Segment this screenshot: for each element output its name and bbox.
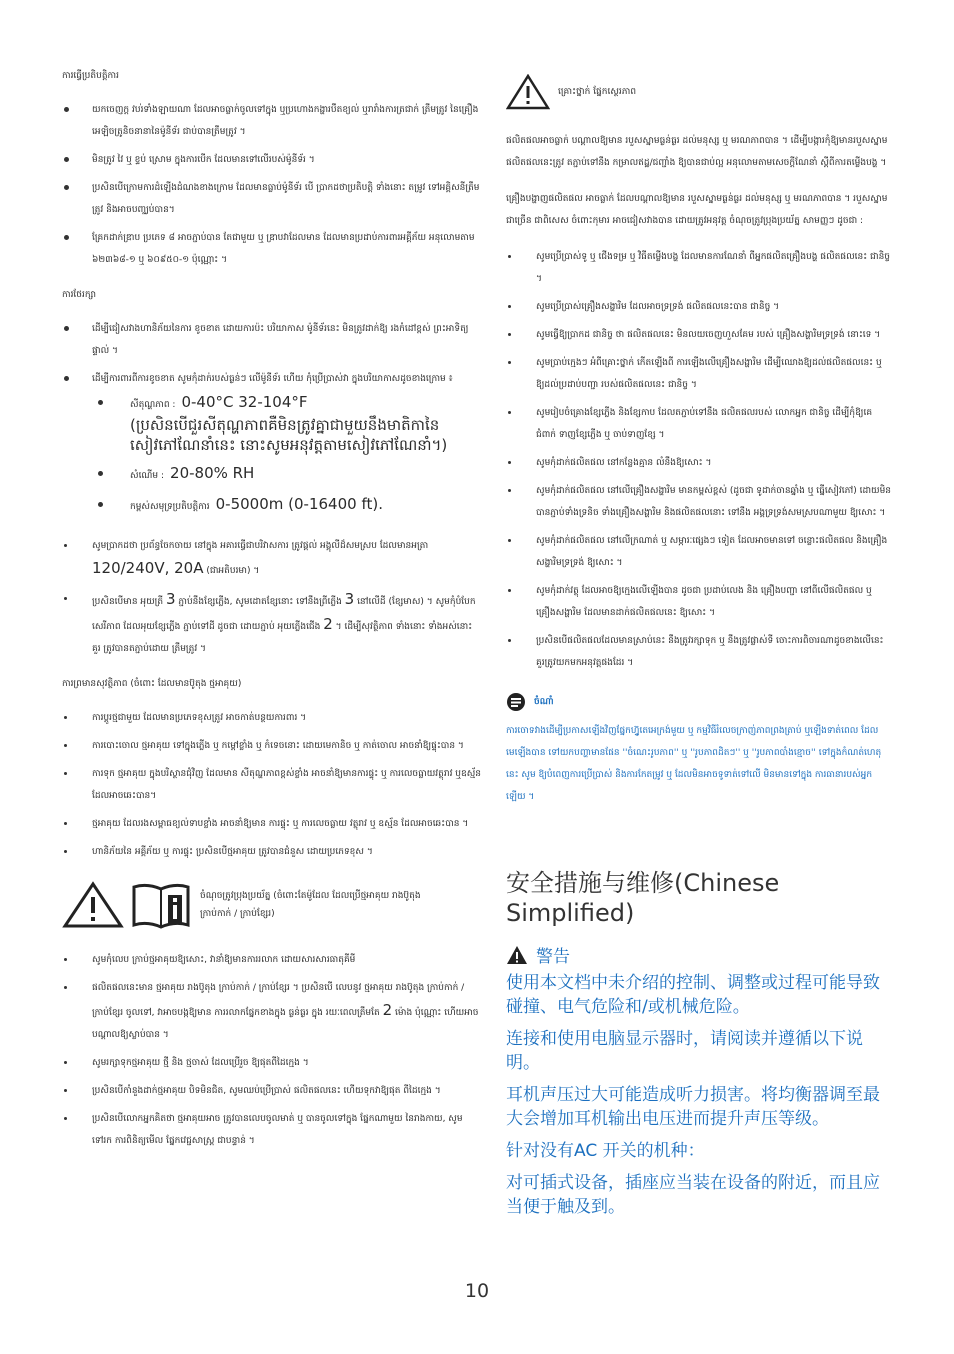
plug-number: 3 <box>165 590 176 608</box>
list-item: សូមរៀបចំគ្រោងខ្សែភ្លើង និងខ្សែកាប ដែលតភ្ជាប់ទៅនឹង ផលិតផលរបស់ លោកអ្នក ជានិច្ច ដើម្បីកុំឱ្យគេជំពាក់ ទាញខ្សែភ្លើង ឬ ចាប់ទាញខ្សែ ។ <box>506 402 891 446</box>
list-item: ប្រសិនបើផលិតផលដែលមានស្រាប់នេះ នឹងត្រូវរក្សាទុក ឬ នឹងត្រូវផ្លាស់ទី ចោះការពិចារណាដូចខាងលើនេះ គួរត្រូវយកមកអនុវត្តផងដែរ ។ <box>506 630 891 674</box>
warning-icon <box>506 945 528 965</box>
list-item: សូមប្រើប្រាស់ទូ ឬ ជើងទម្រ ឬ វិធីតម្លើងបង្ហ ដែលមានការណែនាំ ពីអ្នកផលិតគ្រឿងបង្ហ ផលិតផលនេះ ជានិច្ច ។ <box>506 246 891 290</box>
list-item: មិនត្រូវ វៃ ឬ ខ្ទប់ ស្រោម ក្នុងការបើក ដែលមានទៅលើរបស់ម៉ូនីទ័រ ។ <box>62 149 482 171</box>
list-item: ថ្មអាគុយ ដែលរងសម្ពាធខ្យល់ទាបខ្លាំង អាចនាំឱ្យមាន ការផ្ទុះ ឬ ការលេចធ្លាយ វត្ថុរាវ ឬ ឧស្ម័ន ដែលអាចឆេះបាន ។ <box>62 813 482 835</box>
list-item-text: ផលិតផលនេះមាន ថ្មអាគុយ រាងប៊ូតុង ក្រាប់កាក់ / ក្រាប់ខ្សែរ ។ ប្រសិនបើ លេបនូវ ថ្មអាគុយ រាងប៊ូតុង ក្រាប់កាក់ / ក្រាប់ខ្សែរ ចូលទៅ, វាអាចបង្កឱ្យមាន ការរលាកផ្នែកខាងក្នុង ធ្ងន់ធ្ងរ ក្នុង រយៈពេលត្រឹមតែ <box>92 983 465 1018</box>
altitude-value: 0-5000m (0-16400 ft). <box>215 495 383 513</box>
note-icon <box>506 692 526 712</box>
plug-text: ប្រសិនបើមាន អុយ​ត្រី <box>92 597 164 607</box>
temperature-label: សីតុណ្ហភាព : <box>130 400 176 410</box>
power-tail: (ជាអតិបរមា) ។ <box>206 566 260 576</box>
warning-triangle-icon <box>506 74 550 110</box>
stability-warning-title: គ្រោះថ្នាក់ ផ្នែកស្ថេរភាព <box>558 87 637 97</box>
note-title: ចំណាំ <box>534 696 554 707</box>
stability-paragraph: គ្រឿងបង្ហាញផលិតផល អាចធ្លាក់ ដែលបណ្តាលឱ្យមាន របួសស្នាមធ្ងន់ធ្ងរ ដល់មនុស្ស ឬ មរណភាពបាន ។ របួសស្នាមជាច្រើន ជាពិសេស ចំពោះកុមារ អាចជៀសវាងបាន ដោយត្រូវអនុវត្ត ចំណុចត្រូវប្រុងប្រយ័ត្ន សាមញ្ញៗ ដូចជា : <box>506 194 888 226</box>
section-heading-operation: ការធ្វើប្រតិបត្តិការ <box>62 71 119 81</box>
list-item: ដើម្បីជៀសវាងហានិភ័យនៃការ ខូចខាត ដោយការប៉ះ បរិយាកាស ម៉ូនីទ័រនេះ មិនត្រូវដាក់ឱ្យ រងកំដៅខ្ពស់ ព្រះអាទិត្យ ផ្ទាល់ ។ <box>62 318 482 362</box>
list-item <box>62 368 482 517</box>
stability-warning <box>506 74 891 110</box>
manual-info-icon <box>130 881 192 929</box>
list-item: ការទុក ថ្មអាគុយ ក្នុងបរិស្ថានជុំវិញ ដែលមាន សីតុណ្ហភាពខ្ពស់ខ្លាំង អាចនាំឱ្យមានការផ្ទុះ ឬ ការលេចធ្លាយវត្ថុរាវ ឬឧស្ម័ន ដែលអាចឆេះបាន។ <box>62 763 482 807</box>
list-item: ហានិភ័យនៃ អគ្គីភ័យ ឬ ការផ្ទុះ ប្រសិនបើថ្មអាគុយ ត្រូវបានជំនួស ដោយប្រភេទខុស ។ <box>62 841 482 863</box>
chinese-paragraph: 对可插式设备，插座应当装在设备的附近，而且应当便于触及到。 <box>506 1173 880 1217</box>
temperature-item <box>92 392 482 455</box>
warning-text-line: ចំណុចត្រូវប្រុងប្រយ័ត្ន (ចំពោះតែម៉ូដែល ដែលប្រើថ្មអាគុយ រាងប៊ូតុង <box>200 891 421 901</box>
power-list <box>62 535 482 660</box>
maintenance-list <box>62 318 482 517</box>
list-item <box>62 535 482 582</box>
power-text: សូមប្រាកដថា ប្រព័ន្ធចែកចាយ នៅក្នុង អគារធ្វើជាបរិវាសការ ត្រូវផ្ដល់ អង្គុលីដ៏សមស្រប ដែលមានអត្រា <box>92 541 429 551</box>
chinese-paragraph: 使用本文档中未介绍的控制、调整或过程可能导致碰撞、电气危险和/或机械危险。 <box>506 973 880 1017</box>
left-column <box>62 70 482 1170</box>
stability-list <box>506 246 891 674</box>
coin-battery-warning <box>62 881 482 929</box>
list-item: សូមកុំដាក់វត្ថុ ដែលអាចឱ្យក្មេងលើឡើងបាន ដូចជា ប្រដាប់លេង និង គ្រឿងបញ្ជា នៅពីលើផលិតផល ឬ គ្រឿងសង្ហារិម ដែលមានដាក់ផលិតផលនេះ ឱ្យសោះ ។ <box>506 580 891 624</box>
list-item: ប្រសិនបើក្រោមការដំឡើងដំណងខាងក្រោម ដែលមានធ្លាប់ម៉ូនីទ័រ បើ ប្រាកដថាប្រតិបត្តិ ទាំងនោះ តម្រូវ ទៅ​អគ្គិសនីត្រឹមត្រូវ និងអាចបញ្ឈប់បាន។ <box>62 177 482 221</box>
list-item: សូមរក្សាទុកថ្មអាគុយ ថ្មី និង ថ្មចាស់ ដែលប្រើរួច ឱ្យផុតពីដៃក្មេង ។ <box>62 1052 482 1074</box>
power-value: 120/240V, 20A <box>92 559 204 577</box>
chinese-paragraph: 耳机声压过大可能造成听力损害。将均衡器调至最大会增加耳机输出电压进而提升声压等级。 <box>506 1085 880 1129</box>
chinese-paragraph: 针对没有AC 开关的机种： <box>506 1141 705 1161</box>
environment-list <box>92 392 482 517</box>
list-item: ប្រសិនបើលោកអ្នកគិតថា ថ្មអាគុយអាច ត្រូវបានលេបចូលមាត់ ឬ បានចូលទៅក្នុង ផ្នែកណាមួយ នៃរាងកាយ, សូមទៅរក ការពិនិត្យមើល ផ្នែកវេជ្ជសាស្ត្រ ជាបន្ទាន់ ។ <box>62 1108 482 1152</box>
stability-paragraph: ផលិតផលអាចធ្លាក់ បណ្តាលឱ្យមាន របួសស្នាមធ្ងន់ធ្ងរ ដល់មនុស្ស ឬ មរណភាពបាន ។ ដើម្បីបង្ការកុំឱ្យមានរបួសស្នាម ផលិតផលនេះត្រូវ តភ្ជាប់ទៅនឹង កម្រាលឥដ្ឋ/ជញ្ជាំង ឱ្យបានជាប់ល្អ អនុលោមតាមសេចក្តីណែនាំ ស្តីពីការតម្លើងបង្ហ ។ <box>506 136 888 168</box>
altitude-label: កម្ពស់សមុទ្រប្រតិបត្តិការ <box>130 502 210 512</box>
list-item: ប្រសិនបើកាំនួងដាក់ថ្មអាគុយ បិទមិនជិត, សូមឈប់ប្រើប្រាស់ ផលិតផលនេះ ហើយទុកវាឱ្យផុត ពីដៃក្មេង ។ <box>62 1080 482 1102</box>
humidity-item <box>92 463 482 486</box>
humidity-value: 20-80% RH <box>170 464 255 482</box>
plug-text: ភ្ជាប់នឹងខ្សែភ្លើង, សូមដោតខ្សែនោះ ទៅនឹងព្រីភ្លើង <box>178 597 342 607</box>
list-item: សូមកុំលេប ក្រាប់ថ្មអាគុយឱ្យសោះ, វានាំឱ្យមានការរលាក ដោយសារសារធាតុគីមី <box>62 949 482 971</box>
list-item: សូមធ្វើឱ្យប្រាកដ ជានិច្ច ថា ផលិតផលនេះ មិនលយចេញហួសគែម របស់ គ្រឿងសង្ហារិមទ្រទ្រង់ នោះទេ ។ <box>506 324 891 346</box>
hours-number: 2 <box>382 1001 393 1019</box>
plug-text: ។ ដើម្បីសុវត្ថិភាព ទាំងនោះ ទាំងអស់នោះ គួរ ត្រូវបានតភ្ជាប់​ដោយ ត្រឹមត្រូវ ។ <box>92 622 473 654</box>
list-item <box>62 977 482 1046</box>
chinese-warning-header <box>506 942 891 967</box>
section-heading-battery: ការព្រមានសុវត្ថិភាព (ចំពោះ ដែលមានប៊ូតុង ថ្មអាគុយ) <box>62 679 242 689</box>
temperature-value: 0-40°C 32-104°F <box>181 393 308 411</box>
battery-list <box>62 707 482 863</box>
humidity-label: សំណើម : <box>130 471 165 481</box>
plug-number: 3 <box>344 590 355 608</box>
warning-triangle-icon <box>62 881 124 929</box>
list-item: សូមកុំដាក់ផលិតផល នៅលើគ្រឿងសង្ហារិម មានកម្ពស់ខ្ពស់ (ដូចជា ទូដាក់ចានឆ្នាំង ឬ ធ្នើសៀវភៅ) ដោយមិនបានភ្ជាប់ទាំងទ្រនិច ទាំងគ្រឿងសង្ហារិម និងផលិតផលនោះ ទៅនឹង អង្គទ្រទ្រង់សមស្របណាមួយ ឱ្យសោះ ។ <box>506 480 891 524</box>
note-header <box>506 692 891 712</box>
chinese-section-title: 安全措施与维修(Chinese Simplified) <box>506 869 780 927</box>
right-column <box>506 70 891 1227</box>
coin-battery-warning-text <box>200 887 421 923</box>
coin-battery-list <box>62 949 482 1152</box>
chinese-paragraph: 连接和使用电脑显示器时，请阅读并遵循以下说明。 <box>506 1029 863 1073</box>
warning-text-line: ក្រាប់កាក់ / ក្រាប់ខ្សែរ) <box>200 909 275 919</box>
list-item: ការបោះចោល ថ្មអាគុយ ទៅក្នុងភ្លើង ឬ កម្ដៅខ្លាំង ឬ កំទេចនោះ ដោយមេកានិច ឬ កាត់ចោល អាចនាំឱ្យផ្ទុះបាន ។ <box>62 735 482 757</box>
operation-list <box>62 99 482 271</box>
note-text: ការចោទវាងដើម្បីប្រកាសឡើងវិញផ្នែកហ្វ៊ូតេអេក្រង់មួយ ឬ កម្មវិធីរំលេចក្រាញ់ភាពព្រងត្រាប់ ឬឡើងទាត់ពេល ដែលមេឡើងបាន ទៅយកបញ្ហាមានផែន ''ចំណេះរូបភាព'' ឬ ''រូបភាពដិតៗ'' ឬ ''រូបភាពបាំងខ្មោច'' ទៅក្នុងកំណត់ហេតុនេះ សូម ឱ្យបំពេញការប្រើប្រាស់ និងការកែតម្រូវ ឬ ដែលមិនអាចទូទាត់ទៅលើ មិនមានទៅក្នុង ការធានារបស់អ្នកឡើយ ។ <box>506 726 882 802</box>
list-item: សូមប្រើប្រាស់គ្រឿងសង្ហារិម ដែលអាចទ្រទ្រង់ ផលិតផលនេះបាន ជានិច្ច ។ <box>506 296 891 318</box>
list-item: គ្រែកដាក់ឌ្រាប ប្រភេទ ៨ អាចភ្ជាប់បាន តែជាមួយ ឬ ឌ្រាបវាដែលមាន ដែលមានប្រដាប់ការពារអគ្គីភ័យ អនុលោមតាម ៦២៣៦៨-១ ឬ ៦០៩៥០-១ ប៉ុណ្ណោះ ។ <box>62 227 482 271</box>
list-item: ការប្តូរថ្មជាមួយ ដែលមានប្រភេទខុសត្រូវ អាចកាត់បន្ថយការពារ ។ <box>62 707 482 729</box>
section-heading-maintenance: ការថែរក្សា <box>62 290 96 300</box>
temperature-note: (ប្រសិនបើជួរសីតុណ្ហភាពគឺមិនត្រូវគ្នាជាមួយនឹងមាតិកានៃសៀវភៅណែនាំនេះ នោះសូមអនុវត្តតាមសៀវភៅណែនាំ។) <box>130 416 448 454</box>
altitude-item <box>92 494 482 517</box>
chinese-warning-label: 警告 <box>536 947 570 967</box>
plug-text: នៅលើដី (ខ្សែមាស) ។ សូមកុំបំបែកសេរីភាព ដែលអុយខ្សែភ្លើង ភ្ជាប់ទៅដី ដូចជា ដោយភ្ជាប់ អុយភ្លើងជើង <box>92 597 476 632</box>
page-number: 10 <box>464 1280 490 1302</box>
list-item-text: ម៉ោង ប៉ុណ្ណោះ ហើយអាចបណ្តាលឱ្យស្លាប់បាន ។ <box>92 1008 479 1040</box>
list-item: សូមប្រាប់ក្មេងៗ អំពីគ្រោះថ្នាក់ កើតឡើងពី ការឡើងលើគ្រឿងសង្ហារិម ដើម្បីឈោងឱ្យដល់ផលិតផលនេះ ឬ ឱ្យដល់ប្រដាប់បញ្ជា របស់ផលិតផលនេះ ជានិច្ច ។ <box>506 352 891 396</box>
list-item-text: ដើម្បីការពារពីការខូចខាត សូមកុំដាក់របស់ធ្ងន់ៗ លើម៉ូនីទ័រ ហើយ កុំប្រើប្រាស់វា ក្នុងបរិយាកាសដូចខាងក្រោម ៖ <box>92 374 453 384</box>
list-item: យកចេញក្ដ ​វបរ់ទាំងឡាយណា ដែលអាចធ្លាក់ចូលទៅក្នុង ឬប្រហោងកង្ហារបឺតខ្យល់ ឬរារាំងការត្រជាក់ ត្រឹមត្រូវ នៃគ្រឿងអេឡិចត្រូនិចនានានៃម៉ូនីទ័រ ជាប់បានត្រឹមត្រូវ ។ <box>62 99 482 143</box>
plug-number: 2 <box>323 615 333 633</box>
list-item <box>62 588 482 660</box>
list-item: សូមកុំដាក់ផលិតផល នៅកន្លែងគ្មាន លំនឹងឱ្យសោះ ។ <box>506 452 891 474</box>
list-item: សូមកុំដាក់ផលិតផល នៅលើក្រណាត់ ឬ សម្ភារៈផ្សេងៗ ទៀត ដែលអាចមានទៅ ចន្លោះផលិតផល និងគ្រឿងសង្ហារិមទ្រទ្រង់ ឱ្យសោះ ។ <box>506 530 891 574</box>
